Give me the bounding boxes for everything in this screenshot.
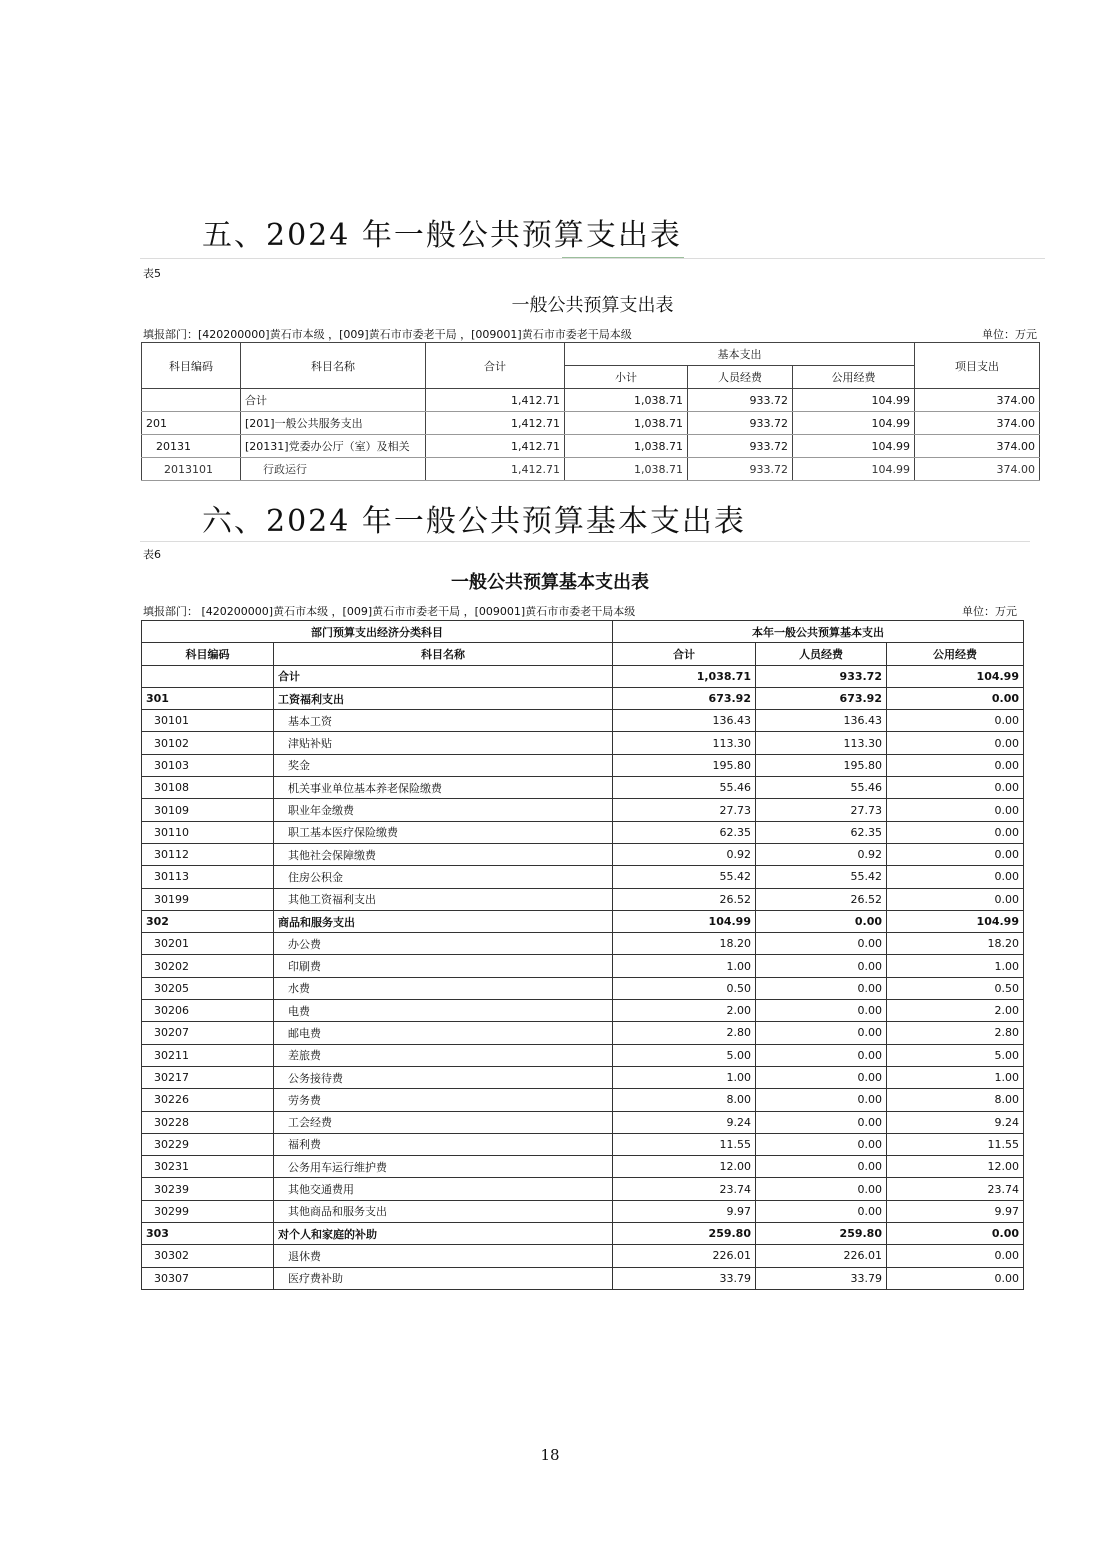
table-row [142, 389, 1040, 412]
s6-cell-name: 其他工资福利支出 [274, 888, 613, 910]
s5-cell-personnel: 933.72 [688, 435, 793, 458]
s6-cell-total: 136.43 [613, 710, 756, 732]
s6-cell-personnel: 55.42 [756, 866, 887, 888]
s6-cell-name: 邮电费 [274, 1022, 613, 1044]
s6-cell-public: 0.00 [887, 777, 1024, 799]
s6-cell-public: 1.00 [887, 955, 1024, 977]
s6-cell-personnel: 136.43 [756, 710, 887, 732]
section5-table-tag: 表5 [143, 267, 161, 280]
s6-cell-public: 0.00 [887, 843, 1024, 865]
s6-cell-personnel: 0.00 [756, 1200, 887, 1222]
s6-cell-code: 30202 [142, 955, 274, 977]
s6-cell-total: 0.92 [613, 843, 756, 865]
s6-cell-name: 住房公积金 [274, 866, 613, 888]
s6-cell-total: 673.92 [613, 687, 756, 709]
s6-cell-personnel: 195.80 [756, 754, 887, 776]
s6-cell-code: 301 [142, 687, 274, 709]
s6-cell-personnel: 33.79 [756, 1267, 887, 1289]
s6-header-group-right: 本年一般公共预算基本支出 [613, 621, 1024, 643]
s6-cell-code: 30217 [142, 1066, 274, 1088]
s6-cell-personnel: 259.80 [756, 1223, 887, 1245]
s5-header-public: 公用经费 [793, 366, 915, 389]
s6-cell-code: 30103 [142, 754, 274, 776]
s6-cell-total: 1.00 [613, 955, 756, 977]
section6-table [141, 620, 1024, 1290]
s6-cell-name: 退休费 [274, 1245, 613, 1267]
s5-cell-public: 104.99 [793, 412, 915, 435]
s6-cell-name: 劳务费 [274, 1089, 613, 1111]
table-row [142, 1156, 1024, 1178]
s6-cell-public: 0.00 [887, 687, 1024, 709]
s5-cell-code: 20131 [142, 435, 241, 458]
s6-cell-code: 30228 [142, 1111, 274, 1133]
s6-cell-personnel: 0.00 [756, 1066, 887, 1088]
s6-cell-public: 12.00 [887, 1156, 1024, 1178]
section5-rule [140, 258, 1045, 259]
s6-cell-personnel: 0.00 [756, 977, 887, 999]
table-row [142, 843, 1024, 865]
s6-cell-personnel: 0.00 [756, 933, 887, 955]
s6-cell-name: 奖金 [274, 754, 613, 776]
s6-cell-code: 30110 [142, 821, 274, 843]
s6-cell-name: 职工基本医疗保险缴费 [274, 821, 613, 843]
s6-cell-code: 30113 [142, 866, 274, 888]
table-row [142, 866, 1024, 888]
s6-cell-total: 9.24 [613, 1111, 756, 1133]
s6-cell-name: 其他商品和服务支出 [274, 1200, 613, 1222]
s6-cell-personnel: 0.00 [756, 1156, 887, 1178]
s6-cell-total: 2.00 [613, 1000, 756, 1022]
s6-cell-personnel: 62.35 [756, 821, 887, 843]
s5-cell-name: 合计 [241, 389, 426, 412]
s5-cell-total: 1,412.71 [426, 389, 565, 412]
s6-cell-total: 8.00 [613, 1089, 756, 1111]
s6-cell-name: 公务用车运行维护费 [274, 1156, 613, 1178]
s6-cell-code: 30299 [142, 1200, 274, 1222]
s6-cell-code [142, 665, 274, 687]
s5-cell-personnel: 933.72 [688, 458, 793, 481]
s6-cell-public: 0.00 [887, 799, 1024, 821]
s6-cell-total: 26.52 [613, 888, 756, 910]
table-row [142, 888, 1024, 910]
section6-heading: 六、2024 年一般公共预算基本支出表 [202, 504, 746, 539]
s6-header-public: 公用经费 [887, 643, 1024, 665]
s6-cell-public: 2.80 [887, 1022, 1024, 1044]
s5-header-name: 科目名称 [241, 343, 426, 389]
s5-cell-subtotal: 1,038.71 [565, 435, 688, 458]
s6-cell-public: 0.00 [887, 710, 1024, 732]
s5-cell-project: 374.00 [915, 435, 1040, 458]
section5-unit: 单位：万元 [982, 328, 1037, 341]
table-row [142, 754, 1024, 776]
s6-cell-public: 104.99 [887, 910, 1024, 932]
s6-cell-code: 30102 [142, 732, 274, 754]
s6-cell-name: 基本工资 [274, 710, 613, 732]
s6-header-code: 科目编码 [142, 643, 274, 665]
s5-cell-code: 2013101 [142, 458, 241, 481]
s6-cell-public: 2.00 [887, 1000, 1024, 1022]
s6-header-name: 科目名称 [274, 643, 613, 665]
s6-cell-total: 18.20 [613, 933, 756, 955]
s6-cell-public: 23.74 [887, 1178, 1024, 1200]
s6-cell-public: 8.00 [887, 1089, 1024, 1111]
table-row [142, 1022, 1024, 1044]
s6-cell-code: 30109 [142, 799, 274, 821]
s6-cell-public: 0.00 [887, 754, 1024, 776]
table-row [142, 1267, 1024, 1289]
table-row [142, 1066, 1024, 1088]
s6-cell-public: 0.00 [887, 888, 1024, 910]
table-row [142, 458, 1040, 481]
s5-cell-total: 1,412.71 [426, 412, 565, 435]
s5-header-total: 合计 [426, 343, 565, 389]
table-row [142, 665, 1024, 687]
s5-cell-project: 374.00 [915, 458, 1040, 481]
s6-cell-name: 其他社会保障缴费 [274, 843, 613, 865]
s6-cell-name: 福利费 [274, 1133, 613, 1155]
s6-cell-total: 55.46 [613, 777, 756, 799]
s6-cell-personnel: 0.92 [756, 843, 887, 865]
s6-cell-total: 62.35 [613, 821, 756, 843]
s6-cell-code: 30307 [142, 1267, 274, 1289]
s6-cell-total: 226.01 [613, 1245, 756, 1267]
table-row [142, 821, 1024, 843]
s5-cell-public: 104.99 [793, 389, 915, 412]
s5-cell-total: 1,412.71 [426, 435, 565, 458]
s6-cell-public: 1.00 [887, 1066, 1024, 1088]
s5-cell-public: 104.99 [793, 458, 915, 481]
s6-cell-name: 电费 [274, 1000, 613, 1022]
s6-cell-total: 113.30 [613, 732, 756, 754]
table-row [142, 1178, 1024, 1200]
s5-header-code: 科目编码 [142, 343, 241, 389]
table-row [142, 412, 1040, 435]
section6-fill-dept: 填报部门： [420200000]黄石市本级 ，[009]黄石市市委老干局 ，[009001]黄石市市委老干局本级 [143, 605, 636, 618]
table-row [142, 1111, 1024, 1133]
s6-cell-public: 0.00 [887, 732, 1024, 754]
s6-cell-public: 0.00 [887, 821, 1024, 843]
s6-cell-name: 职业年金缴费 [274, 799, 613, 821]
s6-cell-code: 30201 [142, 933, 274, 955]
s6-cell-public: 11.55 [887, 1133, 1024, 1155]
s6-cell-public: 0.00 [887, 1267, 1024, 1289]
s6-cell-code: 30199 [142, 888, 274, 910]
s6-cell-personnel: 55.46 [756, 777, 887, 799]
s5-cell-subtotal: 1,038.71 [565, 412, 688, 435]
s6-cell-total: 27.73 [613, 799, 756, 821]
s6-cell-personnel: 0.00 [756, 910, 887, 932]
table-row [142, 1200, 1024, 1222]
table-row [142, 1223, 1024, 1245]
s6-cell-personnel: 0.00 [756, 1000, 887, 1022]
s6-cell-public: 5.00 [887, 1044, 1024, 1066]
s5-cell-code [142, 389, 241, 412]
section5-table [141, 342, 1040, 481]
s6-cell-name: 对个人和家庭的补助 [274, 1223, 613, 1245]
s6-cell-code: 302 [142, 910, 274, 932]
s5-cell-name: [20131]党委办公厅（室）及相关 [241, 435, 426, 458]
s6-cell-name: 办公费 [274, 933, 613, 955]
s6-cell-name: 机关事业单位基本养老保险缴费 [274, 777, 613, 799]
s6-cell-total: 9.97 [613, 1200, 756, 1222]
s6-cell-code: 30206 [142, 1000, 274, 1022]
s6-cell-personnel: 933.72 [756, 665, 887, 687]
s5-header-basic: 基本支出 [565, 343, 915, 366]
page-number: 18 [540, 1446, 560, 1464]
s6-cell-public: 18.20 [887, 933, 1024, 955]
s6-cell-code: 30108 [142, 777, 274, 799]
table-row [142, 1000, 1024, 1022]
s6-cell-personnel: 0.00 [756, 1133, 887, 1155]
s6-cell-name: 医疗费补助 [274, 1267, 613, 1289]
s6-cell-code: 30231 [142, 1156, 274, 1178]
s6-cell-code: 30112 [142, 843, 274, 865]
table-row [142, 977, 1024, 999]
section5-heading: 五、2024 年一般公共预算支出表 [202, 218, 682, 253]
s5-header-personnel: 人员经费 [688, 366, 793, 389]
s6-cell-public: 0.00 [887, 1223, 1024, 1245]
s6-cell-code: 30211 [142, 1044, 274, 1066]
section5-table-title: 一般公共预算支出表 [511, 295, 674, 316]
s6-cell-total: 23.74 [613, 1178, 756, 1200]
s6-cell-code: 30205 [142, 977, 274, 999]
section6-unit: 单位：万元 [962, 605, 1017, 618]
s6-cell-total: 2.80 [613, 1022, 756, 1044]
s6-cell-name: 合计 [274, 665, 613, 687]
s6-cell-name: 差旅费 [274, 1044, 613, 1066]
s6-cell-public: 104.99 [887, 665, 1024, 687]
s5-cell-name: [201]一般公共服务支出 [241, 412, 426, 435]
s6-cell-total: 55.42 [613, 866, 756, 888]
s6-cell-public: 9.97 [887, 1200, 1024, 1222]
table-row [142, 910, 1024, 932]
s6-cell-name: 工会经费 [274, 1111, 613, 1133]
s6-cell-personnel: 113.30 [756, 732, 887, 754]
section6-table-tag: 表6 [143, 548, 161, 561]
s5-header-project: 项目支出 [915, 343, 1040, 389]
s6-cell-total: 5.00 [613, 1044, 756, 1066]
table-row [142, 435, 1040, 458]
s6-cell-personnel: 673.92 [756, 687, 887, 709]
s6-cell-name: 印刷费 [274, 955, 613, 977]
table-row [142, 1133, 1024, 1155]
table-row [142, 799, 1024, 821]
s6-cell-total: 195.80 [613, 754, 756, 776]
s6-cell-name: 津贴补贴 [274, 732, 613, 754]
s6-cell-personnel: 0.00 [756, 1044, 887, 1066]
s5-cell-name: 行政运行 [241, 458, 426, 481]
s6-cell-personnel: 0.00 [756, 1178, 887, 1200]
s6-cell-total: 259.80 [613, 1223, 756, 1245]
s5-cell-total: 1,412.71 [426, 458, 565, 481]
section6-rule [140, 541, 1030, 542]
s6-cell-public: 9.24 [887, 1111, 1024, 1133]
s6-cell-code: 30229 [142, 1133, 274, 1155]
table-row [142, 1089, 1024, 1111]
s5-cell-personnel: 933.72 [688, 389, 793, 412]
s6-cell-name: 公务接待费 [274, 1066, 613, 1088]
s6-header-personnel: 人员经费 [756, 643, 887, 665]
table-row [142, 955, 1024, 977]
s6-cell-personnel: 0.00 [756, 1089, 887, 1111]
table-row [142, 1245, 1024, 1267]
s6-cell-personnel: 0.00 [756, 1111, 887, 1133]
s6-cell-name: 其他交通费用 [274, 1178, 613, 1200]
s6-cell-name: 商品和服务支出 [274, 910, 613, 932]
s6-cell-code: 30226 [142, 1089, 274, 1111]
s6-cell-personnel: 0.00 [756, 1022, 887, 1044]
s6-cell-public: 0.00 [887, 866, 1024, 888]
s5-cell-personnel: 933.72 [688, 412, 793, 435]
table-row [142, 777, 1024, 799]
s5-cell-public: 104.99 [793, 435, 915, 458]
s6-cell-total: 0.50 [613, 977, 756, 999]
section5-fill-dept: 填报部门：[420200000]黄石市本级 ，[009]黄石市市委老干局 ，[009001]黄石市市委老干局本级 [143, 328, 632, 341]
table-row [142, 933, 1024, 955]
s6-cell-total: 1.00 [613, 1066, 756, 1088]
s6-cell-name: 水费 [274, 977, 613, 999]
s5-cell-project: 374.00 [915, 412, 1040, 435]
s6-cell-public: 0.00 [887, 1245, 1024, 1267]
s5-cell-subtotal: 1,038.71 [565, 458, 688, 481]
s6-header-group-left: 部门预算支出经济分类科目 [142, 621, 613, 643]
s6-cell-total: 12.00 [613, 1156, 756, 1178]
s6-cell-personnel: 0.00 [756, 955, 887, 977]
s6-cell-total: 33.79 [613, 1267, 756, 1289]
s6-cell-total: 104.99 [613, 910, 756, 932]
s6-cell-public: 0.50 [887, 977, 1024, 999]
s6-cell-personnel: 26.52 [756, 888, 887, 910]
s6-cell-code: 30239 [142, 1178, 274, 1200]
section6-table-title: 一般公共预算基本支出表 [451, 572, 649, 593]
s6-cell-personnel: 27.73 [756, 799, 887, 821]
s6-cell-code: 30207 [142, 1022, 274, 1044]
table-row [142, 1044, 1024, 1066]
s6-cell-total: 1,038.71 [613, 665, 756, 687]
s6-cell-code: 303 [142, 1223, 274, 1245]
s6-cell-name: 工资福利支出 [274, 687, 613, 709]
s6-header-total: 合计 [613, 643, 756, 665]
s5-cell-project: 374.00 [915, 389, 1040, 412]
s6-cell-code: 30101 [142, 710, 274, 732]
table-row [142, 710, 1024, 732]
s5-header-subtotal: 小计 [565, 366, 688, 389]
table-row [142, 732, 1024, 754]
s6-cell-personnel: 226.01 [756, 1245, 887, 1267]
s5-cell-code: 201 [142, 412, 241, 435]
table-row [142, 687, 1024, 709]
s5-cell-subtotal: 1,038.71 [565, 389, 688, 412]
s6-cell-total: 11.55 [613, 1133, 756, 1155]
s6-cell-code: 30302 [142, 1245, 274, 1267]
